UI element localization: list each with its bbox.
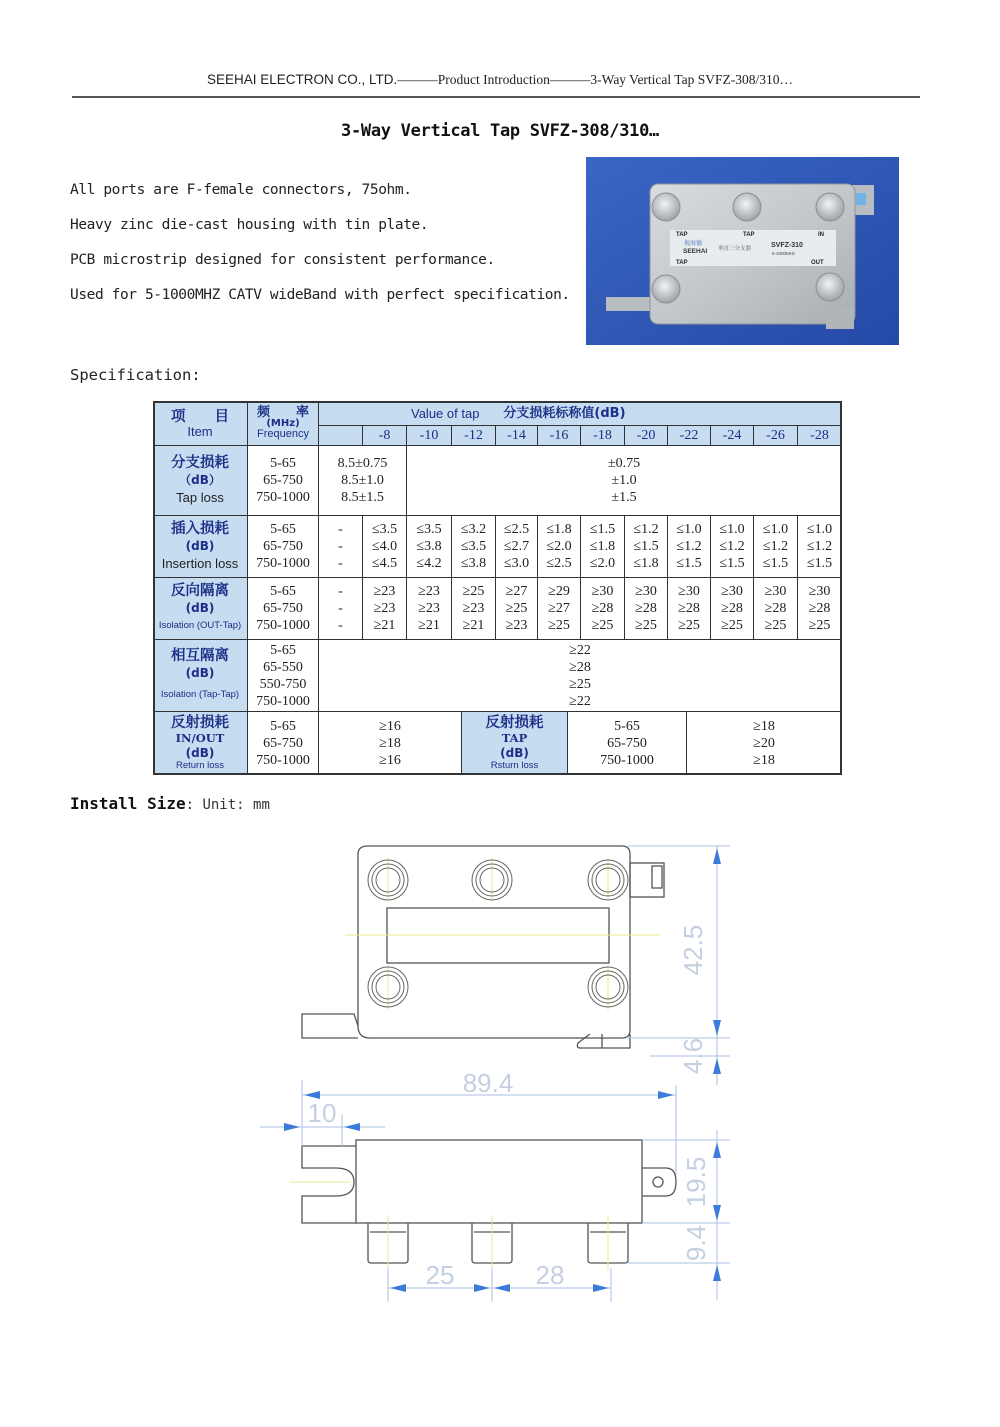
isolation-value: ≥28 [721, 601, 743, 616]
insertion-loss-value: ≤1.5 [806, 556, 833, 571]
isolation-out-tap-blank [319, 578, 363, 640]
isolation-out-tap-frequencies [248, 578, 319, 640]
isolation-value: ≥21 [418, 618, 440, 633]
frequency-value: 5-65 [270, 584, 296, 599]
insertion-loss-cell [625, 516, 668, 578]
insertion-loss-frequencies [248, 516, 319, 578]
tap-loss-tolerance [407, 446, 842, 516]
isolation-value: ≥22 [569, 642, 591, 658]
isolation-tap-tap-values [319, 640, 842, 712]
tap-value-header [581, 426, 625, 446]
insertion-loss-value: ≤1.2 [719, 539, 745, 554]
blank-value: - [338, 601, 343, 616]
isolation-value: ≥30 [678, 584, 700, 599]
row-label-return-loss-in-out [153, 712, 248, 775]
tap-loss-unit: （dB） [179, 473, 221, 487]
isolation-value: ≥30 [808, 584, 831, 599]
side-view-body [356, 1140, 642, 1223]
isolation-value: ≥25 [462, 584, 485, 599]
tap-value-label: -28 [810, 428, 829, 443]
insertion-loss-value: ≤1.0 [806, 522, 833, 537]
isolation-value: ≥23 [418, 584, 440, 599]
row-label-isolation-tap-tap [153, 640, 248, 712]
insertion-loss-value: ≤2.5 [546, 556, 572, 571]
insertion-loss-value: ≤1.5 [719, 556, 745, 571]
frequency-value: 5-65 [614, 718, 640, 734]
header-frequency [248, 401, 319, 446]
isolation-value: ≥28 [678, 601, 700, 616]
tap-value-header [625, 426, 668, 446]
isolation-value: ≥25 [808, 618, 831, 633]
isolation-value: ≥25 [548, 618, 570, 633]
isolation-value: ≥30 [591, 584, 614, 599]
insertion-loss-cell [711, 516, 754, 578]
header-frequency-en: Frequency [257, 428, 309, 440]
isolation-value: ≥28 [764, 601, 787, 616]
dim-height-top: 42.5 [678, 924, 708, 976]
isolation-value: ≥25 [591, 618, 614, 633]
running-header [0, 72, 1000, 88]
photo-label-tap: TAP [743, 232, 755, 238]
dim-bracket: 10 [307, 1098, 337, 1128]
tap-value-header [798, 426, 842, 446]
side-view-right-ear [642, 1168, 676, 1196]
feature-line: All ports are F-female connectors, 75ohm. [70, 182, 412, 198]
frequency-value: 750-1000 [256, 490, 310, 505]
isolation-value: ≥30 [635, 584, 657, 599]
install-colon: : [185, 797, 203, 813]
isolation-value: ≥27 [505, 584, 528, 599]
header-product: 3-Way Vertical Tap SVFZ-308/310… [590, 72, 793, 87]
dim-length: 89.4 [462, 1068, 514, 1098]
insertion-loss-value: ≤1.5 [762, 556, 789, 571]
top-view-tab [630, 863, 664, 897]
insertion-loss-value: ≤1.2 [676, 539, 702, 554]
tap-loss-tolerance-value: ±1.0 [611, 473, 637, 488]
isolation-out-tap-cell [581, 578, 625, 640]
frequency-value: 750-1000 [256, 618, 310, 633]
insertion-loss-value: ≤1.2 [806, 539, 833, 554]
insertion-loss-cell [538, 516, 581, 578]
tap-value-header [496, 426, 538, 446]
isolation-value: ≥23 [418, 601, 440, 616]
tap-value-header [452, 426, 496, 446]
tap-value-header [754, 426, 798, 446]
row-label-return-loss-tap [462, 712, 568, 775]
page-title: 3-Way Vertical Tap SVFZ-308/310… [341, 121, 659, 141]
frequency-value: 65-750 [263, 539, 303, 554]
isolation-out-tap-cn: 反向隔离 [171, 583, 229, 599]
connectors-top-view [368, 860, 628, 1007]
isolation-value: ≥25 [505, 601, 528, 616]
isolation-out-tap-cell [711, 578, 754, 640]
product-photo [586, 157, 899, 345]
isolation-value: ≥28 [635, 601, 657, 616]
insertion-loss-value: ≤1.8 [546, 522, 572, 537]
row-label-tap-loss [153, 446, 248, 516]
insertion-loss-value: ≤1.5 [633, 539, 659, 554]
header-separator: ——— [549, 72, 591, 87]
header-company: SEEHAI ELECTRON CO., LTD. [207, 72, 398, 87]
tap-value-label: -18 [593, 428, 612, 443]
tap-value-label: -22 [679, 428, 699, 443]
install-size-drawing [250, 830, 760, 1320]
isolation-value: ≥28 [591, 601, 614, 616]
isolation-value: ≥22 [569, 693, 591, 709]
feature-line: PCB microstrip designed for consistent performance. [70, 252, 495, 268]
isolation-value: ≥23 [462, 601, 485, 616]
feature-line: Used for 5-1000MHZ CATV wideBand with perfect specification. [70, 287, 570, 303]
isolation-out-tap-cell [798, 578, 842, 640]
specification-table [153, 401, 842, 775]
isolation-value: ≥21 [373, 618, 396, 633]
photo-label-tap: TAP [676, 232, 688, 238]
header-value-cn: 分支损耗标称值(dB) [503, 405, 626, 421]
isolation-value: ≥28 [569, 659, 591, 675]
isolation-out-tap-cell [538, 578, 581, 640]
insertion-loss-value: ≤3.0 [503, 556, 530, 571]
insertion-loss-cell [754, 516, 798, 578]
insertion-loss-value: ≤3.8 [460, 556, 487, 571]
photo-range: 5-1000MHz [772, 251, 796, 256]
insertion-loss-value: ≤3.5 [416, 522, 442, 537]
insertion-loss-value: ≤2.0 [589, 556, 616, 571]
isolation-value: ≥30 [721, 584, 743, 599]
header-section: Product Introduction [437, 72, 550, 87]
isolation-value: ≥25 [569, 676, 591, 692]
return-loss-cn: 反射损耗 [171, 715, 229, 731]
isolation-tap-tap-frequencies [248, 640, 319, 712]
photo-brand-cn: 视海德 [684, 240, 703, 247]
header-rule [72, 96, 920, 98]
tap-value-header [363, 426, 407, 446]
side-view-left-bracket [302, 1146, 356, 1223]
isolation-out-tap-unit: (dB) [185, 601, 215, 615]
header-frequency-cn: 频 率 [256, 405, 309, 420]
frequency-value: 5-65 [270, 642, 296, 658]
row-label-isolation-out-tap [153, 578, 248, 640]
return-loss-tap-cn: 反射损耗 [485, 715, 544, 731]
frequency-value: 5-65 [270, 456, 296, 471]
tap-value-label: -8 [378, 428, 391, 443]
dim-connector-height: 9.4 [681, 1224, 711, 1262]
tap-value-label: -16 [549, 428, 569, 443]
isolation-value: ≥23 [505, 618, 528, 633]
isolation-value: ≥23 [373, 584, 396, 599]
insertion-loss-en: Insertion loss [161, 556, 239, 571]
insertion-loss-value: ≤2.7 [503, 539, 530, 554]
isolation-value: ≥25 [635, 618, 657, 633]
isolation-tap-tap-en: Isolation (Tap-Tap) [160, 689, 240, 700]
frequency-value: 550-750 [259, 676, 307, 692]
isolation-out-tap-cell [496, 578, 538, 640]
frequency-value: 5-65 [270, 718, 296, 734]
isolation-value: ≥27 [548, 601, 570, 616]
header-separator: ——— [397, 72, 438, 87]
return-loss-in-out-values [319, 712, 462, 775]
top-view-bottom-flange [577, 1034, 630, 1048]
insertion-loss-value: ≤1.0 [719, 522, 745, 537]
blank-value: - [338, 584, 343, 599]
product-photo-graphic [586, 157, 899, 345]
feature-line: Heavy zinc die-cast housing with tin plate. [70, 217, 429, 233]
isolation-out-tap-cell [668, 578, 711, 640]
install-size-heading [70, 794, 270, 813]
header-item-en: Item [187, 423, 213, 439]
insertion-loss-unit: (dB) [185, 539, 215, 553]
tap-value-header [711, 426, 754, 446]
row-label-insertion-loss [153, 516, 248, 578]
blank-value: - [338, 522, 343, 537]
return-loss-value: ≥18 [753, 718, 775, 734]
isolation-value: ≥30 [764, 584, 787, 599]
tap-loss-en: Tap loss [176, 490, 224, 505]
insertion-loss-cell [798, 516, 842, 578]
return-loss-tap-frequencies [568, 712, 687, 775]
insertion-loss-value: ≤3.2 [460, 522, 487, 537]
tap-loss-frequencies [248, 446, 319, 516]
isolation-value: ≥25 [678, 618, 700, 633]
dimension-drawing [250, 830, 760, 1320]
tap-loss-tolerance-value: ±0.75 [607, 456, 641, 471]
tap-value-label: -10 [419, 428, 439, 443]
return-loss-value: ≥16 [379, 752, 401, 768]
return-loss-value: ≥18 [379, 735, 401, 751]
isolation-value: ≥23 [373, 601, 396, 616]
insertion-loss-value: ≤1.2 [633, 522, 659, 537]
insertion-loss-cell [496, 516, 538, 578]
return-loss-in-out-frequencies [248, 712, 319, 775]
return-loss-tap-port: TAP [501, 731, 528, 745]
specification-heading: Specification: [70, 366, 201, 384]
isolation-value: ≥28 [808, 601, 831, 616]
insertion-loss-value: ≤4.5 [371, 556, 398, 571]
header-item-cn: 项 目 [171, 408, 229, 425]
insertion-loss-value: ≤3.8 [416, 539, 442, 554]
return-loss-en: Return loss [175, 760, 225, 771]
header-value-en: Value of tap [411, 405, 480, 421]
insertion-loss-cell [668, 516, 711, 578]
insertion-loss-value: ≤1.0 [762, 522, 789, 537]
isolation-out-tap-en: Isolation (OUT-Tap) [158, 620, 242, 631]
return-loss-value: ≥18 [753, 752, 775, 768]
isolation-value: ≥29 [548, 584, 570, 599]
tap-loss-value: 8.5±1.0 [341, 473, 384, 488]
return-loss-tap-unit: (dB) [500, 746, 529, 760]
isolation-out-tap-cell [407, 578, 452, 640]
top-view-left-flange [302, 1014, 358, 1038]
install-size-label: Install Size [70, 794, 186, 813]
return-loss-unit: (dB) [185, 746, 215, 760]
photo-desc: 垂直三分支器 [718, 246, 752, 252]
header-value-of-tap [319, 401, 842, 426]
isolation-tap-tap-cn: 相互隔离 [171, 648, 229, 664]
frequency-value: 750-1000 [256, 556, 310, 571]
dim-flange: 4.6 [678, 1037, 708, 1075]
blank-value: - [338, 556, 343, 571]
insertion-loss-cn: 插入损耗 [171, 521, 229, 537]
blank-value: - [338, 539, 343, 554]
isolation-out-tap-cell [452, 578, 496, 640]
frequency-value: 5-65 [270, 522, 296, 537]
return-loss-value: ≥20 [753, 735, 775, 751]
tap-loss-value: 8.5±1.5 [341, 490, 384, 505]
blank-value: - [338, 618, 343, 633]
tap-header-blank [319, 426, 363, 446]
photo-label-out: OUT [811, 260, 824, 266]
header-frequency-unit: (MHz) [266, 418, 300, 429]
insertion-loss-value: ≤4.0 [371, 539, 398, 554]
photo-label-tap: TAP [676, 260, 688, 266]
photo-brand: SEEHAI [683, 248, 708, 255]
insertion-loss-value: ≤1.8 [633, 556, 659, 571]
dim-side-height: 19.5 [681, 1156, 711, 1208]
frequency-value: 65-750 [263, 473, 303, 488]
frequency-value: 65-550 [263, 659, 303, 675]
tap-loss-tolerance-value: ±1.5 [611, 490, 637, 505]
tap-value-header [407, 426, 452, 446]
return-loss-tap-en: Rsturn loss [490, 760, 539, 771]
tap-value-label: -20 [636, 428, 656, 443]
insertion-loss-cell [407, 516, 452, 578]
insertion-loss-blank [319, 516, 363, 578]
tap-value-label: -12 [464, 428, 483, 443]
tap-loss-first-value [319, 446, 407, 516]
frequency-value: 65-750 [263, 735, 303, 751]
isolation-out-tap-cell [363, 578, 407, 640]
insertion-loss-value: ≤1.0 [676, 522, 702, 537]
frequency-value: 750-1000 [256, 693, 310, 709]
insertion-loss-value: ≤2.5 [503, 522, 530, 537]
insertion-loss-value: ≤3.5 [371, 522, 398, 537]
insertion-loss-cell [363, 516, 407, 578]
tap-value-label: -24 [722, 428, 742, 443]
isolation-out-tap-cell [625, 578, 668, 640]
isolation-value: ≥25 [764, 618, 787, 633]
insertion-loss-value: ≤4.2 [416, 556, 442, 571]
isolation-value: ≥21 [462, 618, 485, 633]
tap-value-header [668, 426, 711, 446]
photo-label-in: IN [818, 232, 824, 238]
insertion-loss-value: ≤1.5 [589, 522, 616, 537]
return-loss-tap-values [687, 712, 842, 775]
tap-value-label: -14 [507, 428, 526, 443]
insertion-loss-value: ≤1.5 [676, 556, 702, 571]
return-loss-value: ≥16 [379, 718, 401, 734]
insertion-loss-cell [581, 516, 625, 578]
tap-value-header [538, 426, 581, 446]
install-unit: Unit: mm [202, 797, 270, 813]
insertion-loss-value: ≤1.8 [589, 539, 616, 554]
isolation-value: ≥25 [721, 618, 743, 633]
tap-value-label: -26 [766, 428, 785, 443]
insertion-loss-value: ≤2.0 [546, 539, 572, 554]
isolation-out-tap-cell [754, 578, 798, 640]
dim-spacing-1: 25 [425, 1260, 455, 1290]
insertion-loss-cell [452, 516, 496, 578]
header-item [153, 401, 248, 446]
frequency-value: 65-750 [607, 735, 647, 751]
frequency-value: 750-1000 [600, 752, 654, 768]
tap-loss-value: 8.5±0.75 [337, 456, 388, 471]
insertion-loss-value: ≤3.5 [460, 539, 487, 554]
frequency-value: 750-1000 [256, 752, 310, 768]
return-loss-port: IN/OUT [175, 731, 225, 745]
insertion-loss-value: ≤1.2 [762, 539, 789, 554]
dim-spacing-2: 28 [535, 1260, 565, 1290]
isolation-tap-tap-unit: (dB) [185, 666, 215, 680]
tap-loss-cn: 分支损耗 [171, 455, 229, 471]
photo-model: SVFZ-310 [771, 242, 803, 249]
frequency-value: 65-750 [263, 601, 303, 616]
